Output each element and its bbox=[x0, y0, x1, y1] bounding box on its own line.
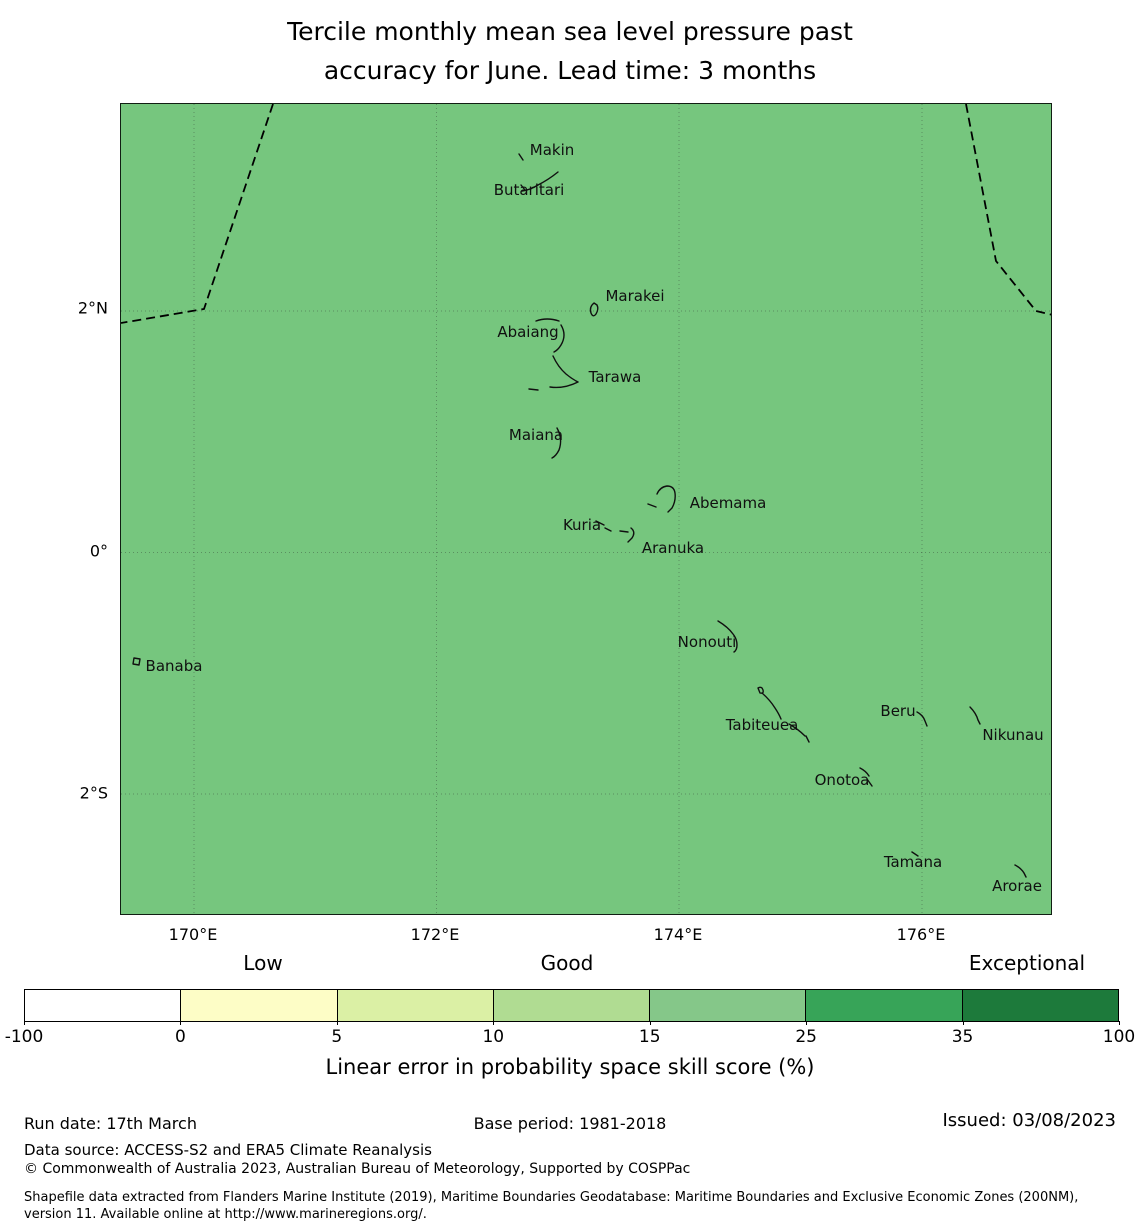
colorbar-tickmark bbox=[24, 1021, 25, 1025]
colorbar-tickmark bbox=[493, 1021, 494, 1025]
y-tick-label: 0° bbox=[89, 541, 108, 561]
colorbar-tickmark bbox=[1119, 1021, 1120, 1025]
copyright-text: © Commonwealth of Australia 2023, Australian Bureau of Meteorology, Supported by COSPPac bbox=[24, 1161, 691, 1177]
island-label-tarawa: Tarawa bbox=[588, 368, 642, 386]
island-label-onotoa: Onotoa bbox=[814, 771, 870, 789]
colorbar-tick-label: -100 bbox=[4, 1027, 44, 1047]
map-vector-layer bbox=[121, 104, 1051, 914]
y-tick-label: 2°S bbox=[79, 783, 108, 803]
island-label-marakei: Marakei bbox=[605, 287, 665, 305]
island-label-nikunau: Nikunau bbox=[982, 726, 1044, 744]
colorbar-word-good: Good bbox=[540, 951, 594, 975]
colorbar-segment-3 bbox=[493, 990, 649, 1021]
colorbar-tick-label: 5 bbox=[331, 1027, 343, 1047]
colorbar-tickmark bbox=[180, 1021, 181, 1025]
colorbar-tick-label: 0 bbox=[175, 1027, 186, 1047]
island-label-butaritari: Butaritari bbox=[493, 181, 565, 199]
colorbar-tick-label: 100 bbox=[1102, 1027, 1136, 1047]
map-canvas bbox=[120, 103, 1052, 915]
x-tick-label: 174°E bbox=[653, 925, 703, 944]
colorbar-segment-2 bbox=[337, 990, 493, 1021]
island-label-abaiang: Abaiang bbox=[497, 323, 559, 341]
x-tick-label: 170°E bbox=[168, 925, 218, 944]
island-shape-marakei bbox=[590, 303, 597, 316]
colorbar-segment-6 bbox=[962, 990, 1118, 1021]
run-date-text: Run date: 17th March bbox=[24, 1114, 197, 1133]
eez-boundary-right bbox=[966, 104, 1051, 315]
figure-title bbox=[0, 12, 1140, 90]
eez-boundary-left bbox=[121, 104, 273, 323]
colorbar-segment-5 bbox=[805, 990, 961, 1021]
x-tick-label: 176°E bbox=[896, 925, 946, 944]
island-shape-tarawa bbox=[529, 356, 578, 390]
colorbar-tick-label: 25 bbox=[795, 1027, 817, 1047]
island-label-makin: Makin bbox=[529, 141, 575, 159]
island-label-beru: Beru bbox=[880, 702, 916, 720]
island-label-banaba: Banaba bbox=[145, 657, 203, 675]
colorbar-tickmark bbox=[806, 1021, 807, 1025]
colorbar-tick-label: 15 bbox=[638, 1027, 661, 1047]
colorbar-tickmark bbox=[337, 1021, 338, 1025]
island-label-arorae: Arorae bbox=[992, 877, 1042, 895]
island-label-tabiteuea: Tabiteuea bbox=[725, 716, 799, 734]
island-shape-aranuka bbox=[620, 528, 634, 542]
island-label-aranuka: Aranuka bbox=[641, 539, 705, 557]
island-shape-nikunau bbox=[970, 707, 980, 724]
island-label-abemama: Abemama bbox=[689, 494, 767, 512]
island-shape-banaba bbox=[133, 658, 140, 665]
issued-date-text: Issued: 03/08/2023 bbox=[942, 1110, 1116, 1131]
island-label-nonouti: Nonouti bbox=[677, 633, 737, 651]
colorbar-axis-label: Linear error in probability space skill score (%) bbox=[325, 1055, 815, 1079]
x-tick-label: 172°E bbox=[410, 925, 460, 944]
island-label-maiana: Maiana bbox=[508, 426, 564, 444]
colorbar-segment-0 bbox=[25, 990, 180, 1021]
island-shape-abemama bbox=[648, 486, 675, 512]
colorbar-word-low: Low bbox=[243, 951, 283, 975]
colorbar-word-exceptional: Exceptional bbox=[968, 951, 1086, 975]
island-label-tamana: Tamana bbox=[883, 853, 943, 871]
colorbar bbox=[24, 989, 1119, 1022]
colorbar-segment-4 bbox=[649, 990, 805, 1021]
island-shape-arorae bbox=[1015, 865, 1026, 877]
figure-title-line1: Tercile monthly mean sea level pressure past bbox=[287, 17, 853, 46]
figure-title-line2: accuracy for June. Lead time: 3 months bbox=[323, 56, 817, 85]
colorbar-tick-label: 35 bbox=[951, 1027, 974, 1047]
colorbar-tick-label: 10 bbox=[482, 1027, 505, 1047]
colorbar-segment-1 bbox=[180, 990, 336, 1021]
shapefile-note-text: Shapefile data extracted from Flanders Marine Institute (2019), Maritime Boundaries Geodatabase: Maritime Boundaries and Exclusive Economic Zones (200NM), version 11. Available online at http://www.marineregions.org/. bbox=[24, 1190, 1079, 1222]
island-shape-makin bbox=[519, 154, 523, 160]
y-tick-label: 2°N bbox=[77, 298, 108, 318]
base-period-text: Base period: 1981-2018 bbox=[473, 1114, 667, 1133]
island-label-kuria: Kuria bbox=[562, 516, 602, 534]
colorbar-tickmark bbox=[650, 1021, 651, 1025]
data-source-text: Data source: ACCESS-S2 and ERA5 Climate Reanalysis bbox=[24, 1141, 432, 1159]
island-shape-beru bbox=[917, 712, 927, 726]
colorbar-tickmark bbox=[963, 1021, 964, 1025]
